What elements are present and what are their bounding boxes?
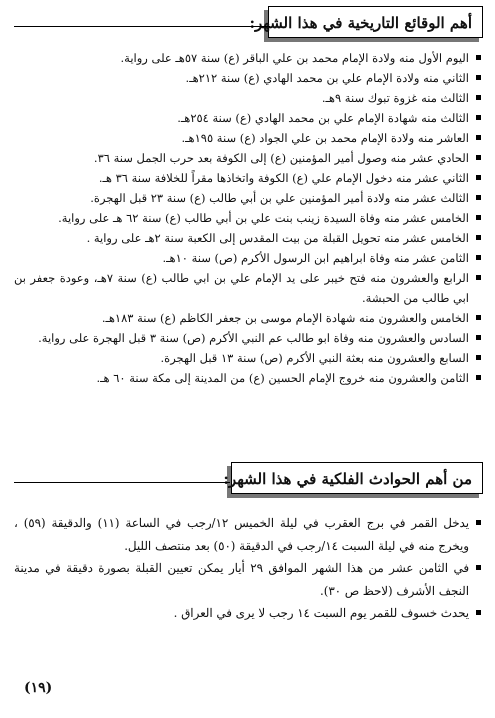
square-bullet-icon [476, 175, 481, 180]
list-item: السابع والعشرون منه بعثة النبي الأكرم (ص) سنة ١٣ قبل الهجرة. [14, 348, 483, 368]
title-underline [14, 26, 270, 27]
page-number: (١٩) [24, 680, 53, 696]
square-bullet-icon [476, 155, 481, 160]
list-item: الثالث عشر منه ولادة أمير المؤمنين علي بن أبي طالب (ع) سنة ٢٣ قبل الهجرة. [14, 188, 483, 208]
list-item: الرابع والعشرون منه فتح خيبر على يد الإمام علي بن ابي طالب (ع) سنة ٧هـ، وعودة جعفر بن ابي طالب من الحبشة. [14, 268, 483, 308]
list-item: الخامس عشر منه تحويل القبلة من بيت المقدس إلى الكعبة سنة ٢هـ على رواية . [14, 228, 483, 248]
list-item: الخامس عشر منه وفاة السيدة زينب بنت علي بن أبي طالب (ع) سنة ٦٢ هـ على رواية. [14, 208, 483, 228]
list-item: الخامس والعشرون منه شهادة الإمام موسى بن جعفر الكاظم (ع) سنة ١٨٣هـ. [14, 308, 483, 328]
square-bullet-icon [476, 195, 481, 200]
square-bullet-icon [476, 75, 481, 80]
list-item: الثاني عشر منه دخول الإمام علي (ع) الكوفة واتخاذها مقراً للخلافة سنة ٣٦ هـ. [14, 168, 483, 188]
list-item: الحادي عشر منه وصول أمير المؤمنين (ع) إلى الكوفة بعد حرب الجمل سنة ٣٦. [14, 148, 483, 168]
list-item: في الثامن عشر من هذا الشهر الموافق ٢٩ أيار يمكن تعيين القبلة بصورة دقيقة في مدينة النجف الأشرف (لاحظ ص ٣٠). [14, 557, 483, 602]
list-item: الثاني منه ولادة الإمام علي بن محمد الهادي (ع) سنة ٢١٢هـ. [14, 68, 483, 88]
section-title-astronomical-events: من أهم الحوادث الفلكية في هذا الشهر: [231, 462, 483, 494]
square-bullet-icon [476, 235, 481, 240]
list-item: اليوم الأول منه ولادة الإمام محمد بن علي الباقر (ع) سنة ٥٧هـ على رواية. [14, 48, 483, 68]
list-item: الثالث منه شهادة الإمام علي بن محمد الهادي (ع) سنة ٢٥٤هـ. [14, 108, 483, 128]
square-bullet-icon [476, 520, 481, 525]
title-underline [14, 482, 230, 483]
square-bullet-icon [476, 135, 481, 140]
list-item: يدخل القمر في برج العقرب في ليلة الخميس ١٢/رجب في الساعة (١١) والدقيقة (٥٩) ، ويخرج منه في ليلة السبت ١٤/رجب في الدقيقة (٥٠) بعد منتصف الليل. [14, 512, 483, 557]
square-bullet-icon [476, 215, 481, 220]
list-item: الثامن والعشرون منه خروج الإمام الحسين (ع) من المدينة إلى مكة سنة ٦٠ هـ. [14, 368, 483, 388]
list-item: الثالث منه غزوة تبوك سنة ٩هـ. [14, 88, 483, 108]
square-bullet-icon [476, 55, 481, 60]
square-bullet-icon [476, 610, 481, 615]
list-item: السادس والعشرون منه وفاة ابو طالب عم النبي الأكرم (ص) سنة ٣ قبل الهجرة على رواية. [14, 328, 483, 348]
list-item: الثامن عشر منه وفاة ابراهيم ابن الرسول الأكرم (ص) سنة ١٠هـ. [14, 248, 483, 268]
square-bullet-icon [476, 95, 481, 100]
square-bullet-icon [476, 375, 481, 380]
square-bullet-icon [476, 315, 481, 320]
square-bullet-icon [476, 335, 481, 340]
list-item: يحدث خسوف للقمر يوم السبت ١٤ رجب لا يرى في العراق . [14, 602, 483, 625]
square-bullet-icon [476, 355, 481, 360]
square-bullet-icon [476, 255, 481, 260]
section-title-historical-events: أهم الوقائع التاريخية في هذا الشهر: [268, 6, 483, 38]
astronomical-events-list [14, 512, 483, 625]
square-bullet-icon [476, 565, 481, 570]
list-item: العاشر منه ولادة الإمام محمد بن علي الجواد (ع) سنة ١٩٥هـ. [14, 128, 483, 148]
square-bullet-icon [476, 115, 481, 120]
square-bullet-icon [476, 275, 481, 280]
historical-events-list [14, 48, 483, 388]
